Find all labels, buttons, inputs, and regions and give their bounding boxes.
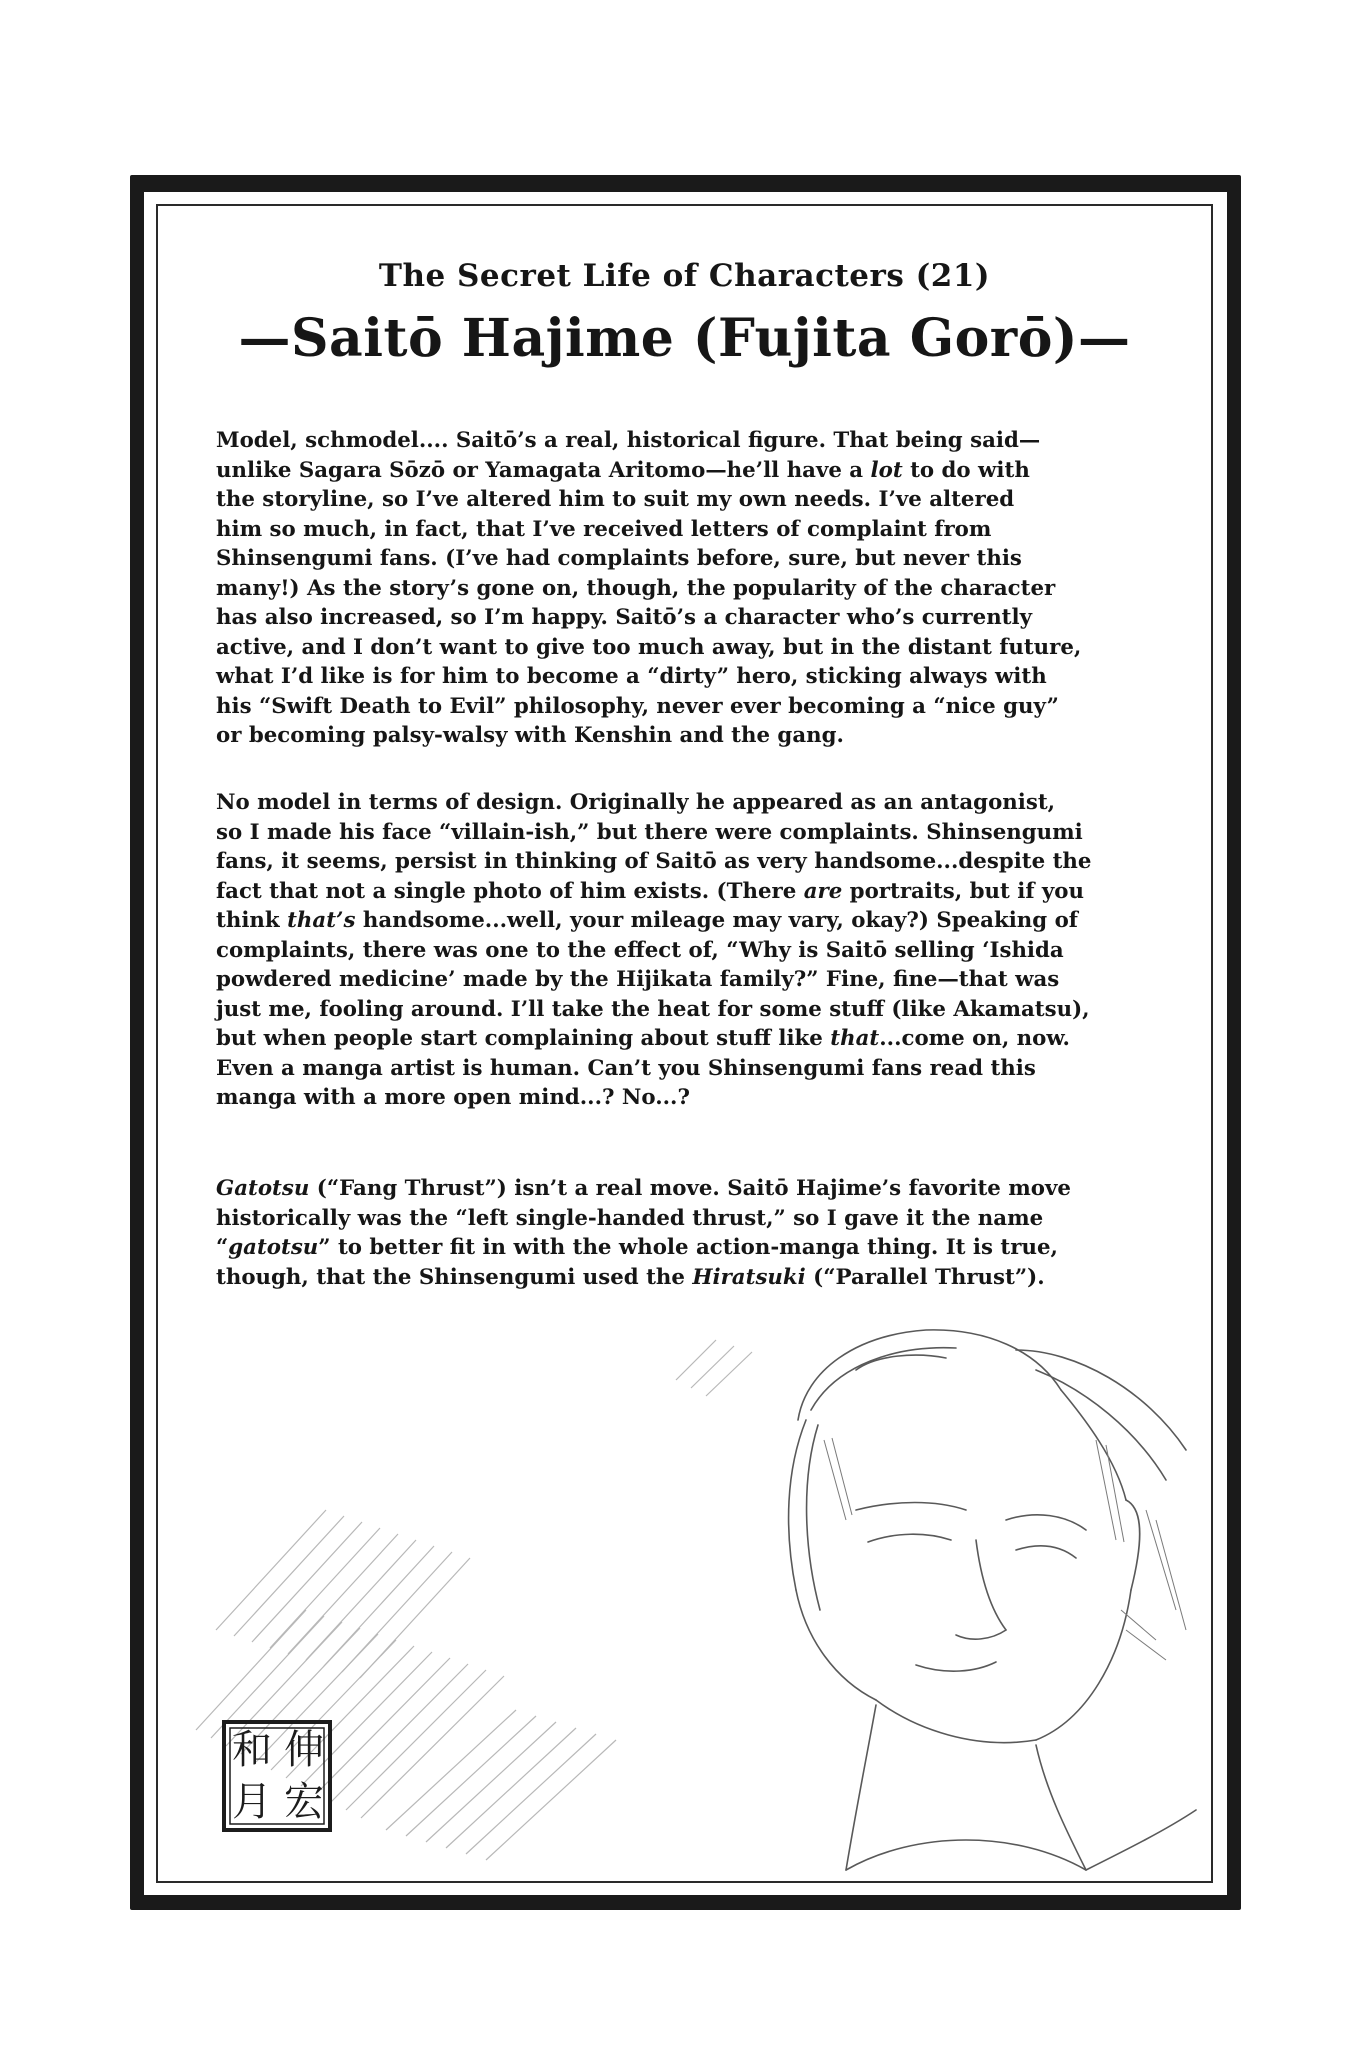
text-line: Gatotsu (“Fang Thrust”) isn’t a real move. Saitō Hajime’s favorite move bbox=[216, 1176, 1071, 1201]
text-line: complaints, there was one to the effect of, “Why is Saitō selling ‘Ishida bbox=[216, 937, 1064, 963]
text-line: think that’s handsome...well, your mileage may vary, okay?) Speaking of bbox=[216, 908, 1078, 933]
text-line: No model in terms of design. Originally he appeared as an antagonist, bbox=[216, 790, 1056, 815]
text-line: just me, fooling around. I’ll take the heat for some stuff (like Akamatsu), bbox=[216, 996, 1090, 1022]
text-line: so I made his face “villain-ish,” but there were complaints. Shinsengumi bbox=[216, 819, 1083, 845]
italic-term: are bbox=[803, 878, 843, 904]
artist-seal-stamp bbox=[222, 1720, 332, 1832]
seal-char: 宏 bbox=[284, 1779, 324, 1825]
text-line: many!) As the story’s gone on, though, the popularity of the character bbox=[216, 575, 1056, 601]
seal-char: 和 bbox=[232, 1727, 272, 1773]
text-line: him so much, in fact, that I’ve received letters of complaint from bbox=[216, 516, 992, 542]
text-line: but when people start complaining about stuff like that...come on, now. bbox=[216, 1026, 1070, 1051]
text-line: fans, it seems, persist in thinking of Saitō as very handsome...despite the bbox=[216, 849, 1092, 874]
text-line: has also increased, so I’m happy. Saitō’s a character who’s currently bbox=[216, 605, 1032, 630]
text-line: the storyline, so I’ve altered him to suit my own needs. I’ve altered bbox=[216, 487, 1015, 512]
series-title: The Secret Life of Characters (21) bbox=[378, 258, 991, 294]
italic-term: gatotsu bbox=[228, 1235, 319, 1260]
text-line: Model, schmodel.... Saitō’s a real, historical figure. That being said— bbox=[216, 428, 1041, 453]
text-line: manga with a more open mind...? No...? bbox=[216, 1085, 690, 1110]
italic-term: lot bbox=[870, 457, 903, 483]
text-line: active, and I don’t want to give too much away, but in the distant future, bbox=[216, 634, 1082, 660]
italic-term: Hiratsuki bbox=[692, 1264, 806, 1290]
text-line: Even a manga artist is human. Can’t you Shinsengumi fans read this bbox=[216, 1055, 1036, 1081]
italic-term: Gatotsu bbox=[216, 1176, 310, 1201]
text-line: “gatotsu” to better fit in with the whole action-manga thing. It is true, bbox=[216, 1235, 1058, 1260]
text-line: though, that the Shinsengumi used the Hiratsuki (“Parallel Thrust”). bbox=[216, 1264, 1045, 1290]
text-line: what I’d like is for him to become a “dirty” hero, sticking always with bbox=[216, 664, 1047, 689]
text-line: unlike Sagara Sōzō or Yamagata Aritomo—he’ll have a lot to do with bbox=[216, 457, 1030, 483]
character-title: —Saitō Hajime (Fujita Gorō)— bbox=[238, 308, 1131, 369]
paragraph-design bbox=[216, 788, 1196, 1113]
italic-term: that bbox=[830, 1026, 880, 1051]
seal-char: 月 bbox=[232, 1779, 272, 1825]
paragraph-gatotsu bbox=[216, 1174, 1196, 1292]
text-line: historically was the “left single-handed thrust,” so I gave it the name bbox=[216, 1205, 1044, 1231]
text-line: fact that not a single photo of him exists. (There are portraits, but if you bbox=[216, 878, 1084, 904]
text-line: powdered medicine’ made by the Hijikata family?” Fine, fine—that was bbox=[216, 967, 1060, 992]
paragraph-model bbox=[216, 426, 1196, 751]
text-line: Shinsengumi fans. (I’ve had complaints before, sure, but never this bbox=[216, 546, 1022, 571]
text-line: his “Swift Death to Evil” philosophy, never ever becoming a “nice guy” bbox=[216, 693, 1059, 719]
italic-term: that’s bbox=[287, 908, 356, 933]
text-line: or becoming palsy-walsy with Kenshin and the gang. bbox=[216, 723, 844, 748]
seal-char: 伸 bbox=[284, 1727, 324, 1773]
